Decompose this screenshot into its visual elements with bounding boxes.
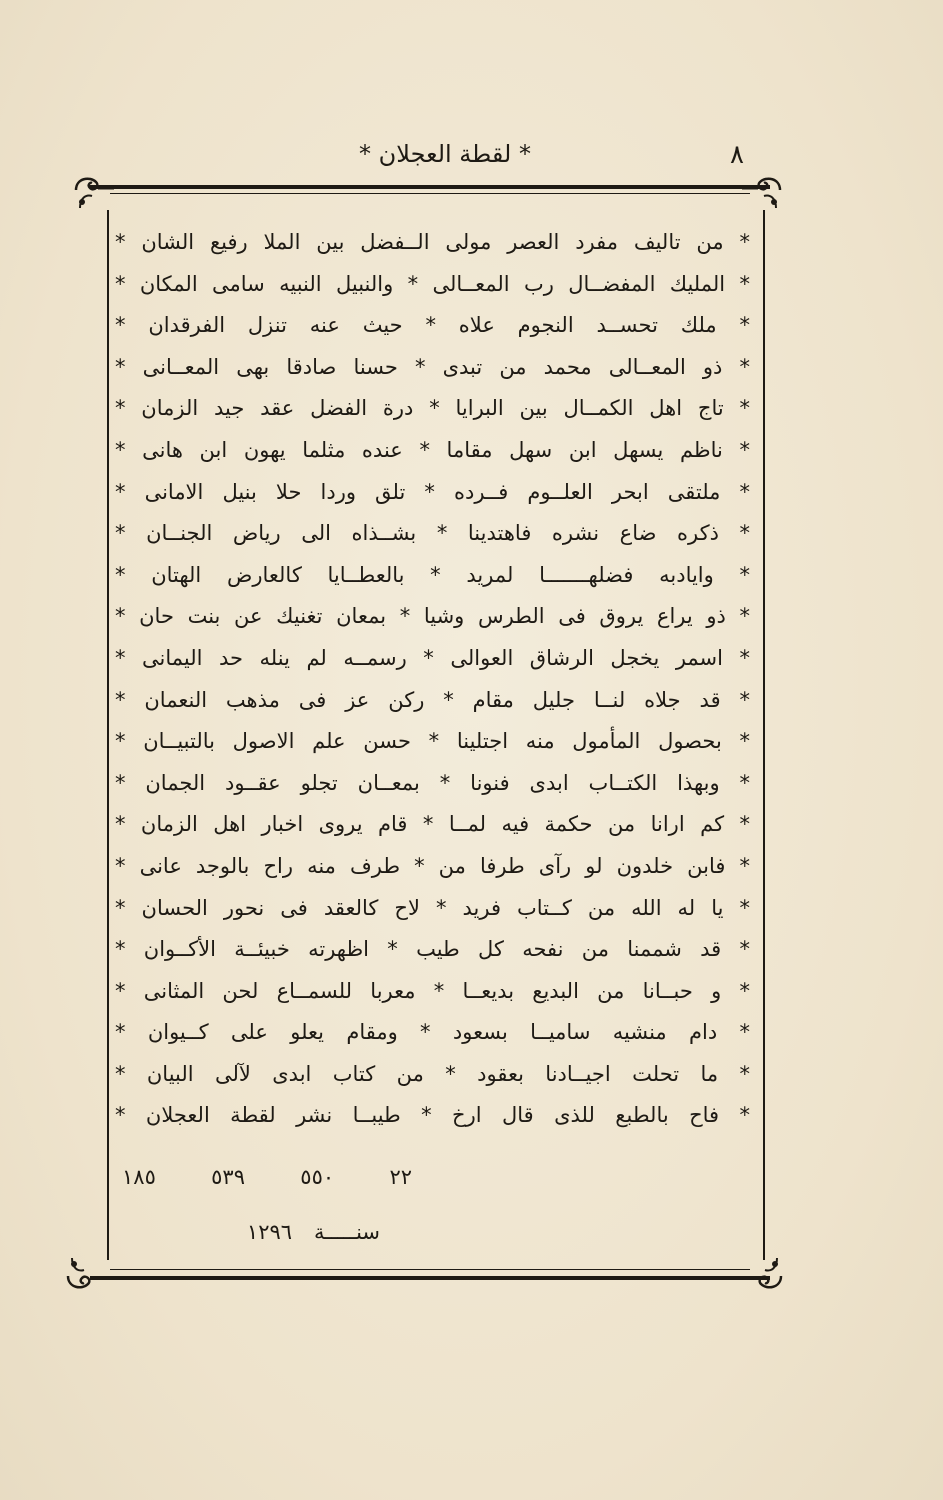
- poem-verses: [115, 222, 750, 1137]
- corner-ornament-icon: [70, 170, 116, 216]
- running-header-title: * لقطة العجلان *: [359, 140, 531, 168]
- chronogram-number: ١٨٥: [122, 1165, 156, 1189]
- page-number: ٨: [730, 140, 744, 170]
- verse-line: * و حبــانا من البديع بديعــا * معربا للسمــاع لحن المثانى *: [115, 978, 750, 1003]
- year-value: ١٢٩٦: [246, 1220, 293, 1244]
- corner-ornament-icon: [743, 1250, 789, 1296]
- verse-line: * المليك المفضــال رب المعــالى * والنبيل النبيه سامى المكان *: [115, 271, 750, 296]
- verse-line: * ناظم يسهل ابن سهل مقاما * عنده مثلما يهون ابن هانى *: [115, 437, 750, 462]
- frame-bottom-rule: [90, 1276, 770, 1280]
- verse-line: * كم ارانا من حكمة فيه لمــا * قام يروى اخبار اهل الزمان *: [115, 812, 750, 837]
- verse-line: * ما تحلت اجيــادنا بعقود * من كتاب ابدى لآلى البيان *: [115, 1061, 750, 1086]
- chronogram-number: ٥٣٩: [211, 1165, 245, 1189]
- verse-line: * فاح بالطبع للذى قال ارخ * طيبــا نشر لقطة العجلان *: [115, 1103, 750, 1128]
- frame-top-thin-rule: [110, 193, 750, 194]
- verse-line: * ذكره ضاع نشره فاهتدينا * بشــذاه الى رياض الجنــان *: [115, 521, 750, 546]
- verse-line: * بحصول المأمول منه اجتلينا * حسن علم الاصول بالتبيــان *: [115, 729, 750, 754]
- chronogram-number: ٥٥٠: [300, 1165, 335, 1189]
- chronogram-number: ٢٢: [389, 1165, 412, 1189]
- frame-left-rule: [107, 210, 109, 1260]
- verse-line: * ملتقى ابحر العلــوم فــرده * تلق وردا حلا بنيل الامانى *: [115, 479, 750, 504]
- verse-line: * وايادبه فضلهـــــــا لمريد * بالعطــايا كالعارض الهتان *: [115, 562, 750, 587]
- verse-line: * اسمر يخجل الرشاق العوالى * رسمــه لم ينله حد اليمانى *: [115, 645, 750, 670]
- frame-right-rule: [763, 210, 765, 1260]
- verse-line: * يا له الله من كــتاب فريد * لاح كالعقد فى نحور الحسان *: [115, 895, 750, 920]
- verse-line: * ذو المعــالى محمد من تبدى * حسنا صادقا بهى المعــانى *: [115, 354, 750, 379]
- frame-top-rule: [90, 185, 770, 189]
- corner-ornament-icon: [740, 170, 786, 216]
- frame-bottom-thin-rule: [110, 1269, 750, 1270]
- verse-line: * وبهذا الكتــاب ابدى فنونا * بمعــان تجلو عقــود الجمان *: [115, 770, 750, 795]
- verse-line: * ذو يراع يروق فى الطرس وشيا * بمعان تغنيك عن بنت حان *: [115, 604, 750, 629]
- verse-line: * تاج اهل الكمــال بين البرايا * درة الفضل عقد جيد الزمان *: [115, 396, 750, 421]
- year-label: سنـــــة: [314, 1220, 380, 1244]
- corner-ornament-icon: [60, 1250, 106, 1296]
- chronogram-numbers: [122, 1165, 412, 1189]
- verse-line: * من تاليف مفرد العصر مولى الــفضل بين الملا رفيع الشان *: [115, 230, 750, 254]
- verse-line: * قد جلاه لنــا جليل مقام * ركن عز فى مذهب النعمان *: [115, 687, 750, 712]
- verse-line: * ملك تحســد النجوم علاه * حيث عنه تنزل الفرقدان *: [115, 313, 750, 338]
- verse-line: * دام منشيه ساميــا بسعود * ومقام يعلو على كــيوان *: [115, 1020, 750, 1045]
- verse-line: * قد شممنا من نفحه كل طيب * اظهرته خبيئــة الأكــوان *: [115, 937, 750, 962]
- year-line: [200, 1220, 380, 1244]
- verse-line: * فابن خلدون لو رآى طرفا من * طرف منه راح بالوجد عانى *: [115, 853, 750, 878]
